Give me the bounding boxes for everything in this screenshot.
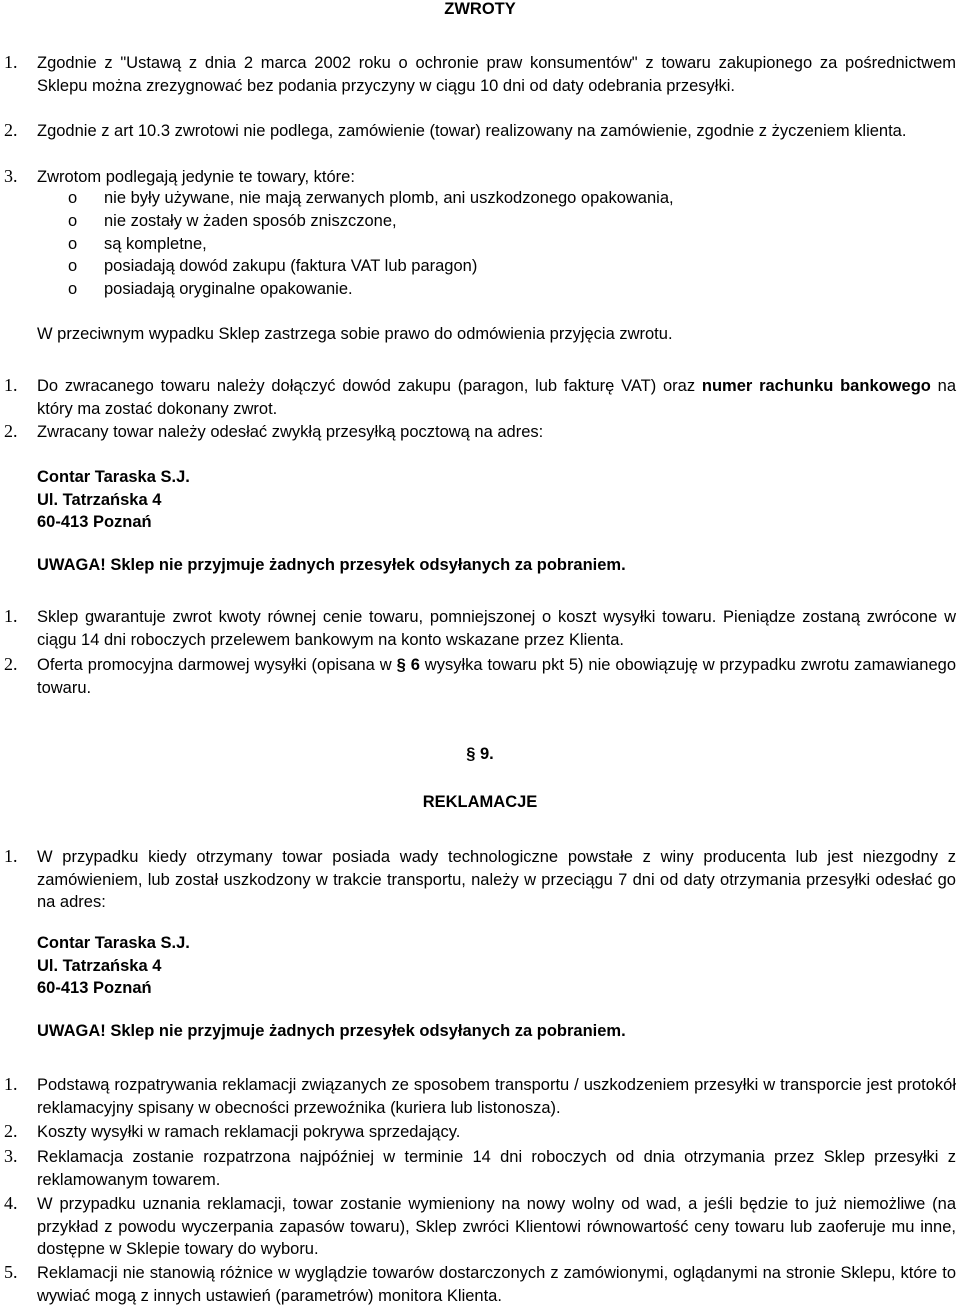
address-block	[37, 466, 190, 534]
item-text: Zwracany towar należy odesłać zwykłą przesyłką pocztową na adres:	[37, 423, 544, 441]
warning-text: UWAGA! Sklep nie przyjmuje żadnych przesyłek odsyłanych za pobraniem.	[37, 1022, 626, 1040]
item-number: 2.	[4, 120, 18, 140]
item-number: 3.	[4, 166, 18, 186]
item-number: 2.	[4, 1121, 18, 1141]
text-part: na który ma zostać dokonany zwrot.	[37, 377, 956, 418]
item-number: 1.	[4, 1074, 18, 1094]
item-text: Zgodnie z "Ustawą z dnia 2 marca 2002 roku o ochronie praw konsumentów" z towaru zakupionego za pośrednictwem Sklepu można zrezygnować bez podania przyczyny w ciągu 10 dni od daty odebrania przesyłki.	[37, 54, 956, 95]
item-text	[37, 375, 956, 420]
item-text	[37, 654, 956, 699]
address-street: Ul. Tatrzańska 4	[37, 956, 162, 975]
item-text: Sklep gwarantuje zwrot kwoty równej cenie towaru, pomniejszonej o koszt wysyłki towaru. Pieniądze zostaną zwrócone w ciągu 14 dni roboczych przelewem bankowym na konto wskazane przez Klienta.	[37, 608, 956, 649]
item-number: 1.	[4, 846, 18, 866]
bullet-icon: o	[68, 235, 78, 253]
item-number: 2.	[4, 654, 18, 674]
address-company: Contar Taraska S.J.	[37, 934, 190, 952]
item-text: Zgodnie z art 10.3 zwrotowi nie podlega, zamówienie (towar) realizowany na zamówienie, zgodnie z życzeniem klienta.	[37, 122, 907, 140]
address-street: Ul. Tatrzańska 4	[37, 490, 162, 509]
returns-title: ZWROTY	[444, 0, 516, 18]
address-block	[37, 932, 190, 1000]
complaints-title: REKLAMACJE	[422, 793, 538, 811]
condition-text: nie były używane, nie mają zerwanych plomb, ani uszkodzonego opakowania,	[104, 189, 674, 207]
bank-account-emphasis: numer rachunku bankowego	[701, 377, 931, 395]
text-part: Oferta promocyjna darmowej wysyłki (opisana w	[37, 656, 397, 674]
item-text: Reklamacji nie stanowią różnice w wyglądzie towarów dostarczonych z zamówionymi, oglądanymi na stronie Sklepu, które to wywiać mogą z innych ustawień (parametrów) monitora Klienta.	[37, 1264, 956, 1305]
item-text: Koszty wysyłki w ramach reklamacji pokrywa sprzedający.	[37, 1123, 461, 1141]
address-city: 60-413 Poznań	[37, 513, 152, 531]
item-text: Podstawą rozpatrywania reklamacji związanych ze sposobem transportu / uszkodzeniem przesyłki w transporcie jest protokół reklamacyjny spisany w obecności przewoźnika (kuriera lub listonosza).	[37, 1076, 956, 1117]
bullet-icon: o	[68, 280, 78, 298]
condition-text: posiadają dowód zakupu (faktura VAT lub paragon)	[104, 257, 478, 275]
item-number: 3.	[4, 1146, 18, 1166]
bullet-icon: o	[68, 257, 78, 275]
address-city: 60-413 Poznań	[37, 979, 152, 997]
item-text: Reklamacja zostanie rozpatrzona najpóźniej w terminie 14 dni roboczych od dnia otrzymania przez Sklep przesyłki z reklamowanym towarem.	[37, 1148, 956, 1189]
item-number: 1.	[4, 606, 18, 626]
address-company: Contar Taraska S.J.	[37, 468, 190, 486]
item-number: 2.	[4, 421, 18, 441]
item-number: 1.	[4, 375, 18, 395]
condition-text: są kompletne,	[104, 235, 207, 253]
condition-text: nie zostały w żaden sposób zniszczone,	[104, 212, 397, 230]
section-reference: § 6	[396, 656, 420, 674]
text-part: Do zwracanego towaru należy dołączyć dowód zakupu (paragon, lub fakturę VAT) oraz	[37, 377, 702, 395]
item-text: W przypadku uznania reklamacji, towar zostanie wymieniony na nowy wolny od wad, a jeśli będzie to już niemożliwe (na przykład z powodu wyczerpania zapasów towaru), Sklep zwróci Klientowi równowartość ceny towaru lub zaoferuje mu inne, dostępne w Sklepie towary do wyboru.	[37, 1195, 956, 1258]
section-number: § 9.	[466, 745, 494, 763]
warning-text: UWAGA! Sklep nie przyjmuje żadnych przesyłek odsyłanych za pobraniem.	[37, 556, 626, 574]
refusal-note-text: W przeciwnym wypadku Sklep zastrzega sobie prawo do odmówienia przyjęcia zwrotu.	[37, 325, 673, 343]
item-number: 5.	[4, 1262, 18, 1282]
item-number: 4.	[4, 1193, 18, 1213]
item-text: W przypadku kiedy otrzymany towar posiada wady technologiczne powstałe z winy producenta lub jest niezgodny z zamówieniem, lub został uszkodzony w trakcie transportu, należy w przeciągu 7 dni od daty otrzymania przesyłki odesłać go na adres:	[37, 848, 956, 911]
item-text: Zwrotom podlegają jedynie te towary, które:	[37, 168, 355, 186]
item-number: 1.	[4, 52, 18, 72]
text-part: wysyłka towaru pkt 5) nie obowiązuję w przypadku zwrotu zamawianego towaru.	[37, 656, 956, 697]
bullet-icon: o	[68, 212, 78, 230]
bullet-icon: o	[68, 189, 78, 207]
condition-text: posiadają oryginalne opakowanie.	[104, 280, 353, 298]
